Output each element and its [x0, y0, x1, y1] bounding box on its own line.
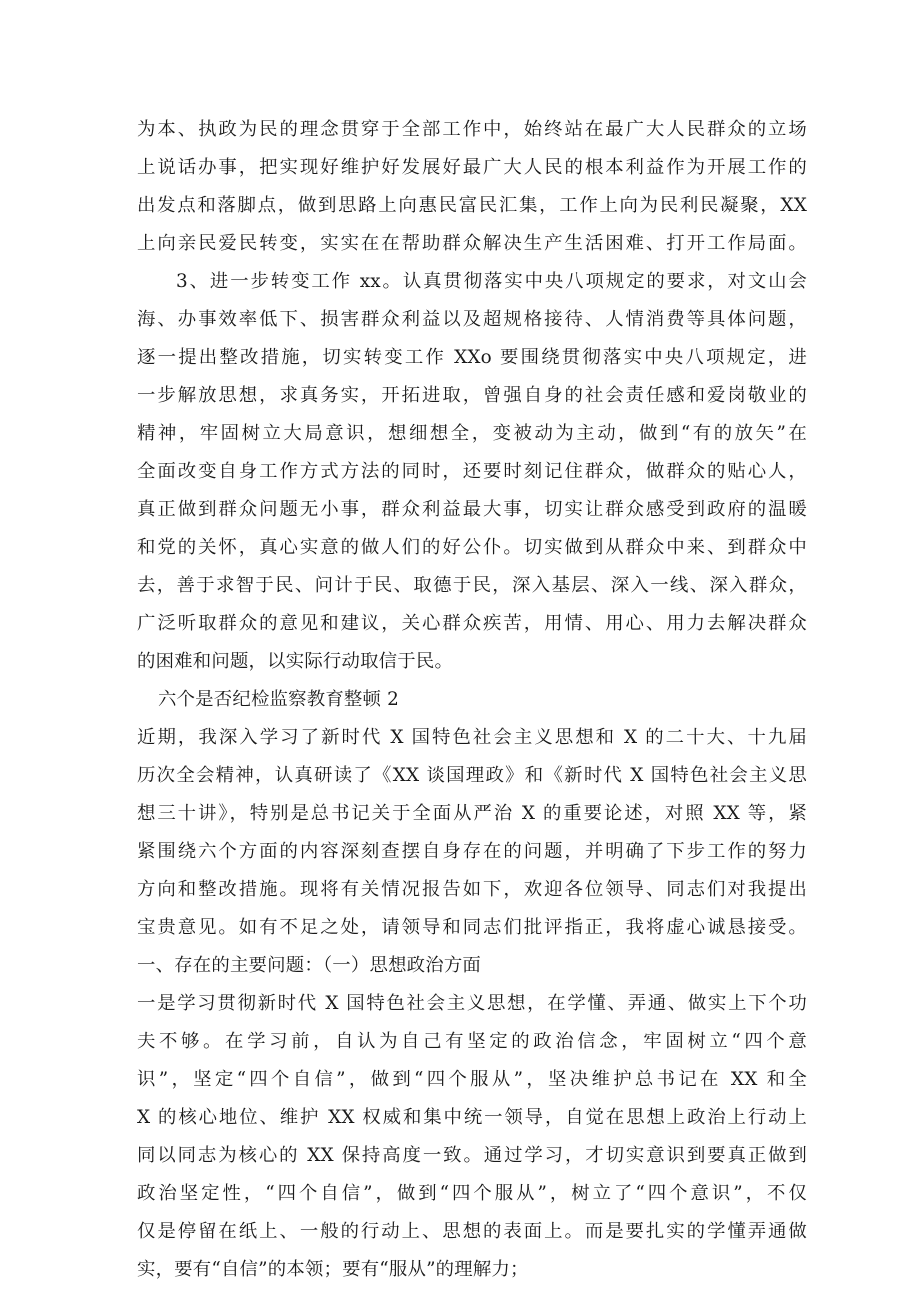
paragraph-2-line-8: 和党的关怀，真心实意的做人们的好公仆。切实做到从群众中来、到群众中: [137, 537, 807, 558]
paragraph-2-line-1: 3、进一步转变工作 xx。认真贯彻落实中央八项规定的要求，对文山会: [176, 271, 807, 292]
paragraph-2-line-3: 逐一提出整改措施，切实转变工作 XXo 要围绕贯彻落实中央八项规定，进: [137, 347, 807, 368]
paragraph-2-line-2: 海、办事效率低下、损害群众利益以及超规格接待、人情消费等具体问题，: [137, 309, 807, 330]
paragraph-4-line-5: 同以同志为核心的 XX 保持高度一致。通过学习，才切实意识到要真正做到: [137, 1145, 807, 1166]
paragraph-2-line-9: 去，善于求智于民、问计于民、取德于民，深入基层、深入一线、深入群众，: [137, 575, 807, 596]
paragraph-2-line-4: 一步解放思想，求真务实，开拓进取，曾强自身的社会责任感和爱岗敬业的: [137, 385, 807, 406]
paragraph-1-line-1: 为本、执政为民的理念贯穿于全部工作中，始终站在最广大人民群众的立场: [137, 119, 807, 140]
paragraph-4-line-4: X 的核心地位、维护 XX 权威和集中统一领导，自觉在思想上政治上行动上: [137, 1107, 807, 1128]
section-title: 一、存在的主要问题：（一）思想政治方面: [137, 955, 482, 976]
paragraph-4-line-2: 夫不够。在学习前，自认为自己有坚定的政治信念，牢固树立“四个意: [137, 1031, 807, 1052]
paragraph-2-line-6: 全面改变自身工作方式方法的同时，还要时刻记住群众，做群众的贴心人，: [137, 461, 807, 482]
paragraph-4-line-3: 识”，坚定“四个自信”，做到“四个服从”，坚决维护总书记在 XX 和全: [137, 1069, 807, 1090]
paragraph-3-line-4: 紧围绕六个方面的内容深刻查摆自身存在的问题，并明确了下步工作的努力: [137, 841, 807, 862]
paragraph-1-line-3: 出发点和落脚点，做到思路上向惠民富民汇集，工作上向为民利民凝聚，XX: [137, 195, 807, 216]
paragraph-3-line-3: 想三十讲》，特别是总书记关于全面从严治 X 的重要论述，对照 XX 等，紧: [137, 803, 807, 824]
paragraph-4-line-7: 仅是停留在纸上、一般的行动上、思想的表面上。而是要扎实的学懂弄通做: [137, 1221, 807, 1242]
paragraph-4-line-6: 政治坚定性，“四个自信”，做到“四个服从”，树立了“四个意识”，不仅: [137, 1183, 807, 1204]
paragraph-2-line-5: 精神，牢固树立大局意识，想细想全，变被动为主动，做到“有的放矢”在: [137, 423, 807, 444]
paragraph-1-line-2: 上说话办事，把实现好维护好发展好最广大人民的根本利益作为开展工作的: [137, 157, 807, 178]
paragraph-3-line-5: 方向和整改措施。现将有关情况报告如下，欢迎各位领导、同志们对我提出: [137, 879, 807, 900]
paragraph-3-line-1: 近期，我深入学习了新时代 X 国特色社会主义思想和 X 的二十大、十九届: [137, 727, 807, 748]
paragraph-2-line-7: 真正做到群众问题无小事，群众利益最大事，切实让群众感受到政府的温暖: [137, 499, 807, 520]
paragraph-4-line-8: 实，要有“自信”的本领；要有“服从”的理解力；: [137, 1259, 529, 1280]
paragraph-3-line-6: 宝贵意见。如有不足之处，请领导和同志们批评指正，我将虚心诚恳接受。: [137, 917, 807, 938]
paragraph-2-line-11: 的困难和问题，以实际行动取信于民。: [137, 651, 454, 672]
paragraph-1-line-4: 上向亲民爱民转变，实实在在帮助群众解决生产生活困难、打开工作局面。: [137, 233, 807, 254]
paragraph-3-line-2: 历次全会精神，认真研读了《XX 谈国理政》和《新时代 X 国特色社会主义思: [137, 765, 807, 786]
paragraph-2-line-10: 广泛听取群众的意见和建议，关心群众疾苦，用情、用心、用力去解决群众: [137, 613, 807, 634]
section-heading: 六个是否纪检监察教育整顿 2: [158, 689, 400, 710]
paragraph-4-line-1: 一是学习贯彻新时代 X 国特色社会主义思想，在学懂、弄通、做实上下个功: [137, 993, 807, 1014]
